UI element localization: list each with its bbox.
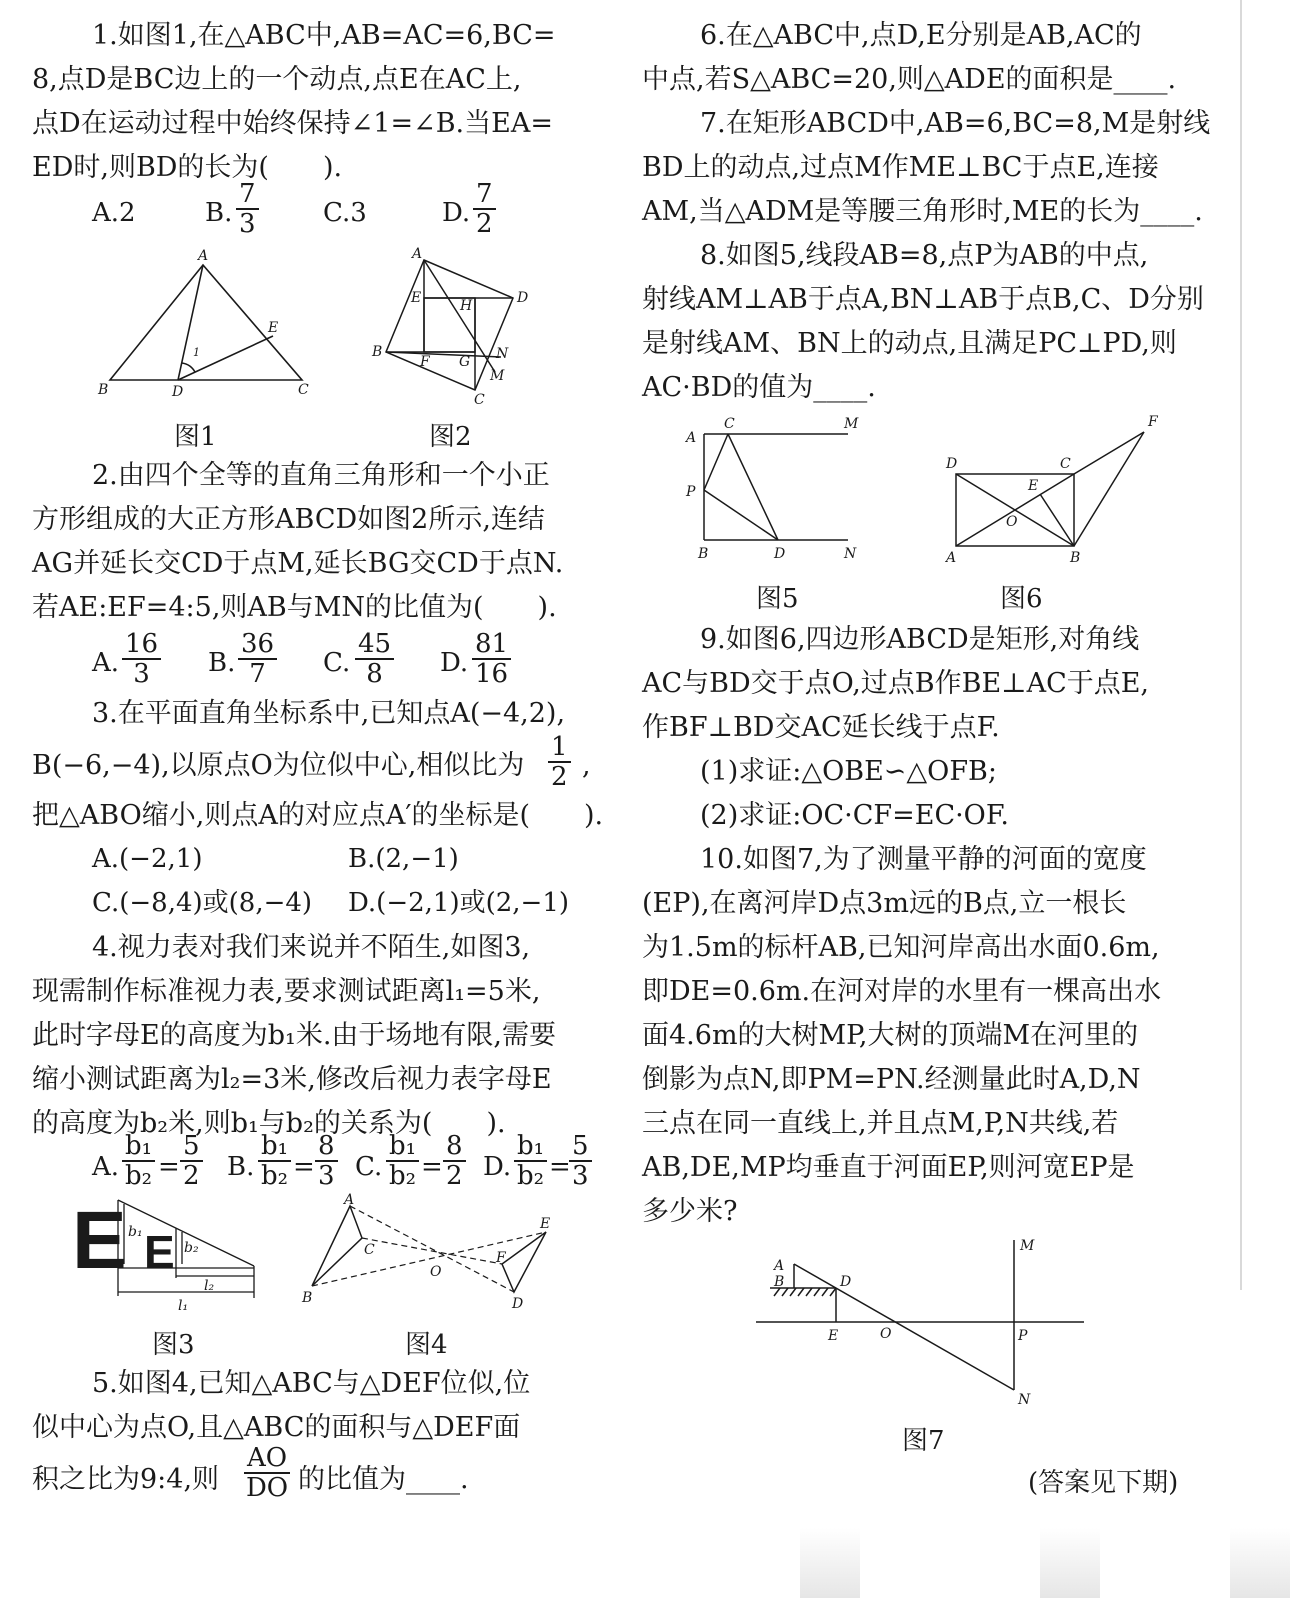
fig1-label-d: D xyxy=(172,384,184,400)
q8-line-2: 射线AM⊥AB于点A,BN⊥AB于点B,C、D分别 xyxy=(642,284,1204,315)
q2-option-d-fraction xyxy=(472,630,511,688)
fraction-denominator: 3 xyxy=(572,1161,589,1191)
fig2-label-d: D xyxy=(517,290,529,306)
fig6-label-e: E xyxy=(1028,478,1039,494)
figure-6-caption: 图6 xyxy=(1000,584,1043,614)
q9-part-1: (1)求证:△OBE∽△OFB; xyxy=(700,756,997,787)
q8-line-3: 是射线AM、BN上的动点,且满足PC⊥PD,则 xyxy=(642,328,1177,359)
q2-option-a-fraction xyxy=(122,630,161,688)
q3-option-d: D.(−2,1)或(2,−1) xyxy=(348,888,570,918)
fraction-numerator: 8 xyxy=(315,1132,338,1162)
q9-line-3: 作BF⊥BD交AC延长线于点F. xyxy=(642,712,1000,743)
q4-option-a-rhs xyxy=(180,1132,203,1190)
fig2-label-a: A xyxy=(412,246,423,262)
q10-line-5: 面4.6m的大树MP,大树的顶端M在河里的 xyxy=(642,1020,1139,1051)
q4-option-c-lhs xyxy=(386,1132,419,1190)
q2-option-a-prefix: A. xyxy=(92,648,120,678)
fig6-label-c: C xyxy=(1060,456,1071,472)
figure-7-river xyxy=(756,1232,1096,1412)
q10-line-3: 为1.5m的标杆AB,已知河岸高出水面0.6m, xyxy=(642,932,1160,963)
fraction-numerator: 36 xyxy=(238,630,277,660)
fig7-label-n: N xyxy=(1018,1392,1031,1408)
q9-part-2: (2)求证:OC·CF=EC·OF. xyxy=(700,800,1009,831)
page-edge-rule xyxy=(1240,0,1242,1290)
fraction-numerator: 5 xyxy=(180,1132,203,1162)
figure-4-homothety xyxy=(296,1192,566,1322)
background-shadow xyxy=(1230,1528,1290,1598)
q2-line-2: 方形组成的大正方形ABCD如图2所示,连结 xyxy=(32,504,545,535)
fig7-label-p: P xyxy=(1018,1328,1028,1344)
fraction-denominator: 2 xyxy=(476,209,493,239)
fraction-numerator: 8 xyxy=(443,1132,466,1162)
q1-option-c: C.3 xyxy=(323,198,367,228)
q2-line-1: 2.由四个全等的直角三角形和一个小正 xyxy=(92,460,550,491)
q3-ratio-tail: , xyxy=(582,750,591,781)
background-shadow xyxy=(1040,1528,1100,1598)
fraction-denominator: 2 xyxy=(551,762,568,792)
fig2-label-b: B xyxy=(372,344,383,360)
fig7-label-e: E xyxy=(828,1328,839,1344)
q2-option-b-fraction xyxy=(238,630,277,688)
fig6-label-b: B xyxy=(1070,550,1081,566)
fig2-label-g: G xyxy=(459,354,471,370)
q3-ratio-fraction xyxy=(548,733,571,791)
q5-line-3-post: 的比值为____. xyxy=(298,1464,469,1495)
q4-option-d-eq: = xyxy=(549,1152,571,1182)
q4-option-c-prefix: C. xyxy=(355,1152,383,1182)
fig2-label-e: E xyxy=(411,290,422,306)
fig3-label-l2: l₂ xyxy=(204,1278,215,1294)
q1-option-d-prefix: D. xyxy=(442,198,471,228)
fraction-denominator: 3 xyxy=(239,209,256,239)
fraction-denominator: 7 xyxy=(249,659,266,689)
q10-line-6: 倒影为点N,即PM=PN.经测量此时A,D,N xyxy=(642,1064,1141,1095)
q1-line-1: 1.如图1,在△ABC中,AB=AC=6,BC= xyxy=(92,20,556,51)
q4-option-d-rhs xyxy=(569,1132,592,1190)
q1-line-3: 点D在运动过程中始终保持∠1=∠B.当EA= xyxy=(32,108,553,139)
figure-3-eye-chart xyxy=(70,1196,270,1316)
fig3-label-b2: b₂ xyxy=(184,1240,199,1256)
q10-line-8: AB,DE,MP均垂直于河面EP,则河宽EP是 xyxy=(642,1152,1135,1183)
fraction-numerator: 81 xyxy=(472,630,511,660)
q4-option-c-eq: = xyxy=(421,1152,443,1182)
fraction-numerator: b₁ xyxy=(258,1132,291,1162)
fig1-angle-label: 1 xyxy=(193,346,200,359)
fig5-label-c: C xyxy=(724,416,735,432)
fig5-label-d: D xyxy=(774,546,786,562)
fraction-numerator: 1 xyxy=(548,733,571,763)
q1-line-4: ED时,则BD的长为( ). xyxy=(32,152,343,183)
q3-option-c: C.(−8,4)或(8,−4) xyxy=(92,888,313,918)
q3-line-1: 3.在平面直角坐标系中,已知点A(−4,2), xyxy=(92,698,566,729)
fraction-numerator: 5 xyxy=(569,1132,592,1162)
fig2-label-m: M xyxy=(490,368,505,384)
q3-option-b: B.(2,−1) xyxy=(348,844,459,874)
figure-3-caption: 图3 xyxy=(152,1330,195,1360)
fig7-label-d: D xyxy=(840,1274,852,1290)
fig6-label-a: A xyxy=(946,550,957,566)
answer-note: (答案见下期) xyxy=(1028,1468,1179,1498)
fig4-label-o: O xyxy=(430,1264,442,1280)
q4-option-b-lhs xyxy=(258,1132,291,1190)
q1-option-b-prefix: B. xyxy=(205,198,233,228)
fig2-label-c: C xyxy=(474,392,485,408)
fig6-label-f: F xyxy=(1148,414,1158,430)
q6-line-2: 中点,若S△ABC=20,则△ADE的面积是____. xyxy=(642,64,1177,95)
q2-option-c-prefix: C. xyxy=(323,648,351,678)
q1-option-a: A.2 xyxy=(92,198,136,228)
q1-line-2: 8,点D是BC边上的一个动点,点E在AC上, xyxy=(32,64,522,95)
q3-option-a: A.(−2,1) xyxy=(92,844,203,874)
fig1-label-a: A xyxy=(198,248,209,264)
q4-option-b-rhs xyxy=(315,1132,338,1190)
q8-line-1: 8.如图5,线段AB=8,点P为AB的中点, xyxy=(700,240,1149,271)
q10-line-2: (EP),在离河岸D点3m远的B点,立一根长 xyxy=(642,888,1127,919)
q5-line-3-pre: 积之比为9:4,则 xyxy=(32,1464,220,1495)
q4-line-4: 缩小测试距离为l₂=3米,修改后视力表字母E xyxy=(32,1064,552,1095)
fig5-label-p: P xyxy=(686,484,696,500)
q7-line-3: AM,当△ADM是等腰三角形时,ME的长为____. xyxy=(642,196,1203,227)
q6-line-1: 6.在△ABC中,点D,E分别是AB,AC的 xyxy=(700,20,1142,51)
fraction-numerator: 7 xyxy=(473,180,496,210)
q4-option-a-lhs xyxy=(122,1132,155,1190)
fig3-label-l1: l₁ xyxy=(178,1298,189,1314)
fig1-label-b: B xyxy=(98,382,109,398)
fig5-label-n: N xyxy=(844,546,857,562)
figure-5-rays xyxy=(680,412,880,570)
fraction-numerator: AO xyxy=(244,1444,290,1474)
fig7-label-m: M xyxy=(1020,1238,1035,1254)
fraction-numerator: b₁ xyxy=(122,1132,155,1162)
q7-line-1: 7.在矩形ABCD中,AB=6,BC=8,M是射线 xyxy=(700,108,1211,139)
q2-line-3: AG并延长交CD于点M,延长BG交CD于点N. xyxy=(32,548,564,579)
q8-line-4: AC·BD的值为____. xyxy=(642,372,876,403)
fig1-label-c: C xyxy=(298,382,309,398)
fraction-denominator: 2 xyxy=(446,1161,463,1191)
q4-option-a-prefix: A. xyxy=(92,1152,120,1182)
fig3-small-letter-e: E xyxy=(144,1226,175,1278)
q2-line-4: 若AE:EF=4:5,则AB与MN的比值为( ). xyxy=(32,592,557,623)
fraction-denominator: b₂ xyxy=(261,1161,289,1191)
fraction-numerator: 7 xyxy=(236,180,259,210)
q2-option-b-prefix: B. xyxy=(208,648,236,678)
fig4-label-a: A xyxy=(344,1192,355,1208)
figure-5-caption: 图5 xyxy=(756,584,799,614)
q5-line-2: 似中心为点O,且△ABC的面积与△DEF面 xyxy=(32,1412,521,1443)
fraction-numerator: b₁ xyxy=(514,1132,547,1162)
fraction-denominator: 3 xyxy=(318,1161,335,1191)
fig4-label-c: C xyxy=(364,1242,375,1258)
fraction-denominator: b₂ xyxy=(125,1161,153,1191)
fraction-denominator: DO xyxy=(245,1473,289,1503)
q1-option-d-fraction xyxy=(473,180,496,238)
figure-7-caption: 图7 xyxy=(902,1426,945,1456)
fig7-label-a: A xyxy=(774,1258,785,1274)
q3-line-2: B(−6,−4),以原点O为位似中心,相似比为 xyxy=(32,750,525,781)
figure-2-caption: 图2 xyxy=(429,422,472,452)
fig2-label-f: F xyxy=(420,354,430,370)
q4-line-2: 现需制作标准视力表,要求测试距离l₁=5米, xyxy=(32,976,541,1007)
figure-2-square xyxy=(366,244,536,408)
fig3-big-letter-e: E xyxy=(72,1195,127,1286)
fig6-label-d: D xyxy=(946,456,958,472)
fig3-label-b1: b₁ xyxy=(128,1224,143,1240)
figure-6-rectangle xyxy=(942,410,1172,570)
q4-line-3: 此时字母E的高度为b₁米.由于场地有限,需要 xyxy=(32,1020,556,1051)
q9-line-1: 9.如图6,四边形ABCD是矩形,对角线 xyxy=(700,624,1140,655)
background-shadow xyxy=(800,1528,860,1598)
q4-option-c-rhs xyxy=(443,1132,466,1190)
fraction-numerator: 45 xyxy=(355,630,394,660)
fig7-label-b: B xyxy=(774,1274,785,1290)
q10-line-9: 多少米? xyxy=(642,1196,738,1227)
q4-option-b-prefix: B. xyxy=(227,1152,255,1182)
q4-option-d-prefix: D. xyxy=(483,1152,512,1182)
fig7-label-o: O xyxy=(880,1326,892,1342)
q10-line-7: 三点在同一直线上,并且点M,P,N共线,若 xyxy=(642,1108,1119,1139)
fig5-label-a: A xyxy=(686,430,697,446)
figure-4-caption: 图4 xyxy=(405,1330,448,1360)
fig4-label-d: D xyxy=(512,1296,524,1312)
q4-option-d-lhs xyxy=(514,1132,547,1190)
fig2-label-h: H xyxy=(460,298,473,314)
fig4-label-f: F xyxy=(496,1250,506,1266)
fig6-label-o: O xyxy=(1006,514,1018,530)
q4-option-a-eq: = xyxy=(158,1152,180,1182)
q4-option-b-eq: = xyxy=(293,1152,315,1182)
fraction-numerator: 16 xyxy=(122,630,161,660)
fig5-label-m: M xyxy=(844,416,859,432)
fraction-denominator: 16 xyxy=(475,659,509,689)
fraction-denominator: b₂ xyxy=(517,1161,545,1191)
q2-option-d-prefix: D. xyxy=(440,648,469,678)
q3-line-3: 把△ABO缩小,则点A的对应点A′的坐标是( ). xyxy=(32,800,604,831)
figure-1-triangle xyxy=(90,248,330,408)
fig5-label-b: B xyxy=(698,546,709,562)
fraction-numerator: b₁ xyxy=(386,1132,419,1162)
figure-1-caption: 图1 xyxy=(174,422,217,452)
q9-line-2: AC与BD交于点O,过点B作BE⊥AC于点E, xyxy=(642,668,1150,699)
q10-line-4: 即DE=0.6m.在河对岸的水里有一棵高出水 xyxy=(642,976,1162,1007)
q5-line-1: 5.如图4,已知△ABC与△DEF位似,位 xyxy=(92,1368,531,1399)
q4-line-5: 的高度为b₂米,则b₁与b₂的关系为( ). xyxy=(32,1108,506,1139)
q5-ratio-fraction xyxy=(244,1444,290,1502)
fig4-label-b: B xyxy=(302,1290,313,1306)
q1-option-b-fraction xyxy=(236,180,259,238)
q4-line-1: 4.视力表对我们来说并不陌生,如图3, xyxy=(92,932,531,963)
fraction-denominator: 3 xyxy=(133,659,150,689)
fig2-label-n: N xyxy=(496,346,509,362)
q7-line-2: BD上的动点,过点M作ME⊥BC于点E,连接 xyxy=(642,152,1159,183)
fraction-denominator: 8 xyxy=(366,659,383,689)
fig1-label-e: E xyxy=(268,320,279,336)
fig4-label-e: E xyxy=(540,1216,551,1232)
fraction-denominator: 2 xyxy=(183,1161,200,1191)
fraction-denominator: b₂ xyxy=(389,1161,417,1191)
q10-line-1: 10.如图7,为了测量平静的河面的宽度 xyxy=(700,844,1147,875)
q2-option-c-fraction xyxy=(355,630,394,688)
